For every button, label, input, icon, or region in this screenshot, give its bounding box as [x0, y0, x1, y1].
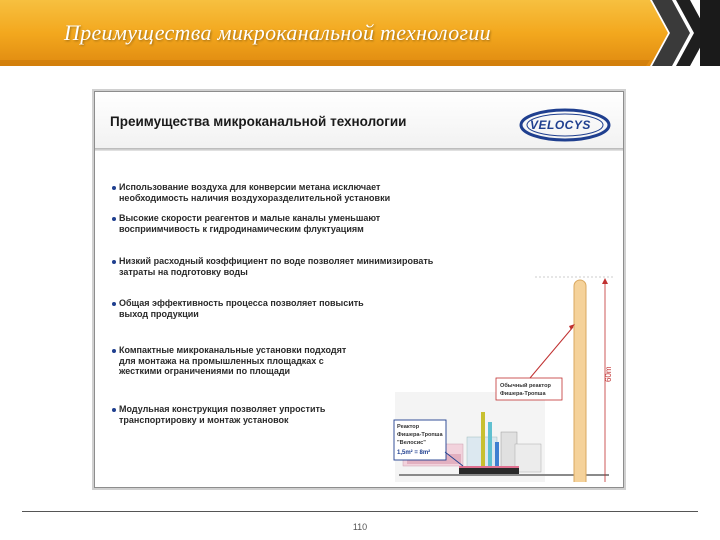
list-item: Компактные микроканальные установки подходят для монтажа на промышленных площадках с жесткими ограничениями по площади	[119, 345, 349, 377]
list-item: Низкий расходный коэффициент по воде позволяет минимизировать затраты на подготовку воды	[119, 256, 439, 277]
bullet-icon	[112, 302, 116, 306]
height-label: 60m	[604, 366, 613, 382]
page-title: Преимущества микроканальной технологии	[64, 20, 491, 45]
logo-text: VELOCYS	[530, 118, 591, 132]
slide-header	[95, 92, 623, 148]
compact-reactor	[459, 468, 519, 474]
callout-arrow	[530, 327, 573, 378]
compact-reactor-edge	[459, 466, 519, 468]
header-banner	[0, 0, 720, 66]
slide-title: Преимущества микроканальной технологии	[110, 114, 407, 129]
plant-column	[481, 412, 485, 472]
callout-text: Обычный реактор	[500, 383, 551, 389]
bullet-icon	[112, 186, 116, 190]
page-number: 110	[352, 522, 368, 532]
callout-text: Реактор	[397, 424, 420, 430]
callout-text: "Велосис"	[397, 440, 426, 446]
callout-text: Фишера-Тропша	[500, 391, 546, 397]
callout-text: 1,5m² = 8m²	[397, 450, 431, 456]
list-item: Модульная конструкция позволяет упростить транспортировку и монтаж установок	[119, 404, 349, 425]
footer-divider	[22, 511, 698, 512]
bullet-icon	[112, 408, 116, 412]
bullet-icon	[112, 217, 116, 221]
bullet-icon	[112, 260, 116, 264]
reactor-comparison-figure	[385, 182, 620, 482]
divider	[95, 148, 623, 151]
plant-column	[488, 422, 492, 472]
list-item: Использование воздуха для конверсии метана исключает необходимость наличия воздухоразделительной установки	[119, 182, 439, 203]
callout-text: Фишера-Тропша	[397, 432, 443, 438]
bullet-icon	[112, 349, 116, 353]
list-item: Высокие скорости реагентов и малые каналы уменьшают восприимчивость к гидродинамическим флуктуациям	[119, 213, 439, 234]
slide-image	[95, 92, 623, 487]
conventional-reactor-tower	[574, 280, 586, 482]
list-item: Общая эффективность процесса позволяет повысить выход продукции	[119, 298, 389, 319]
